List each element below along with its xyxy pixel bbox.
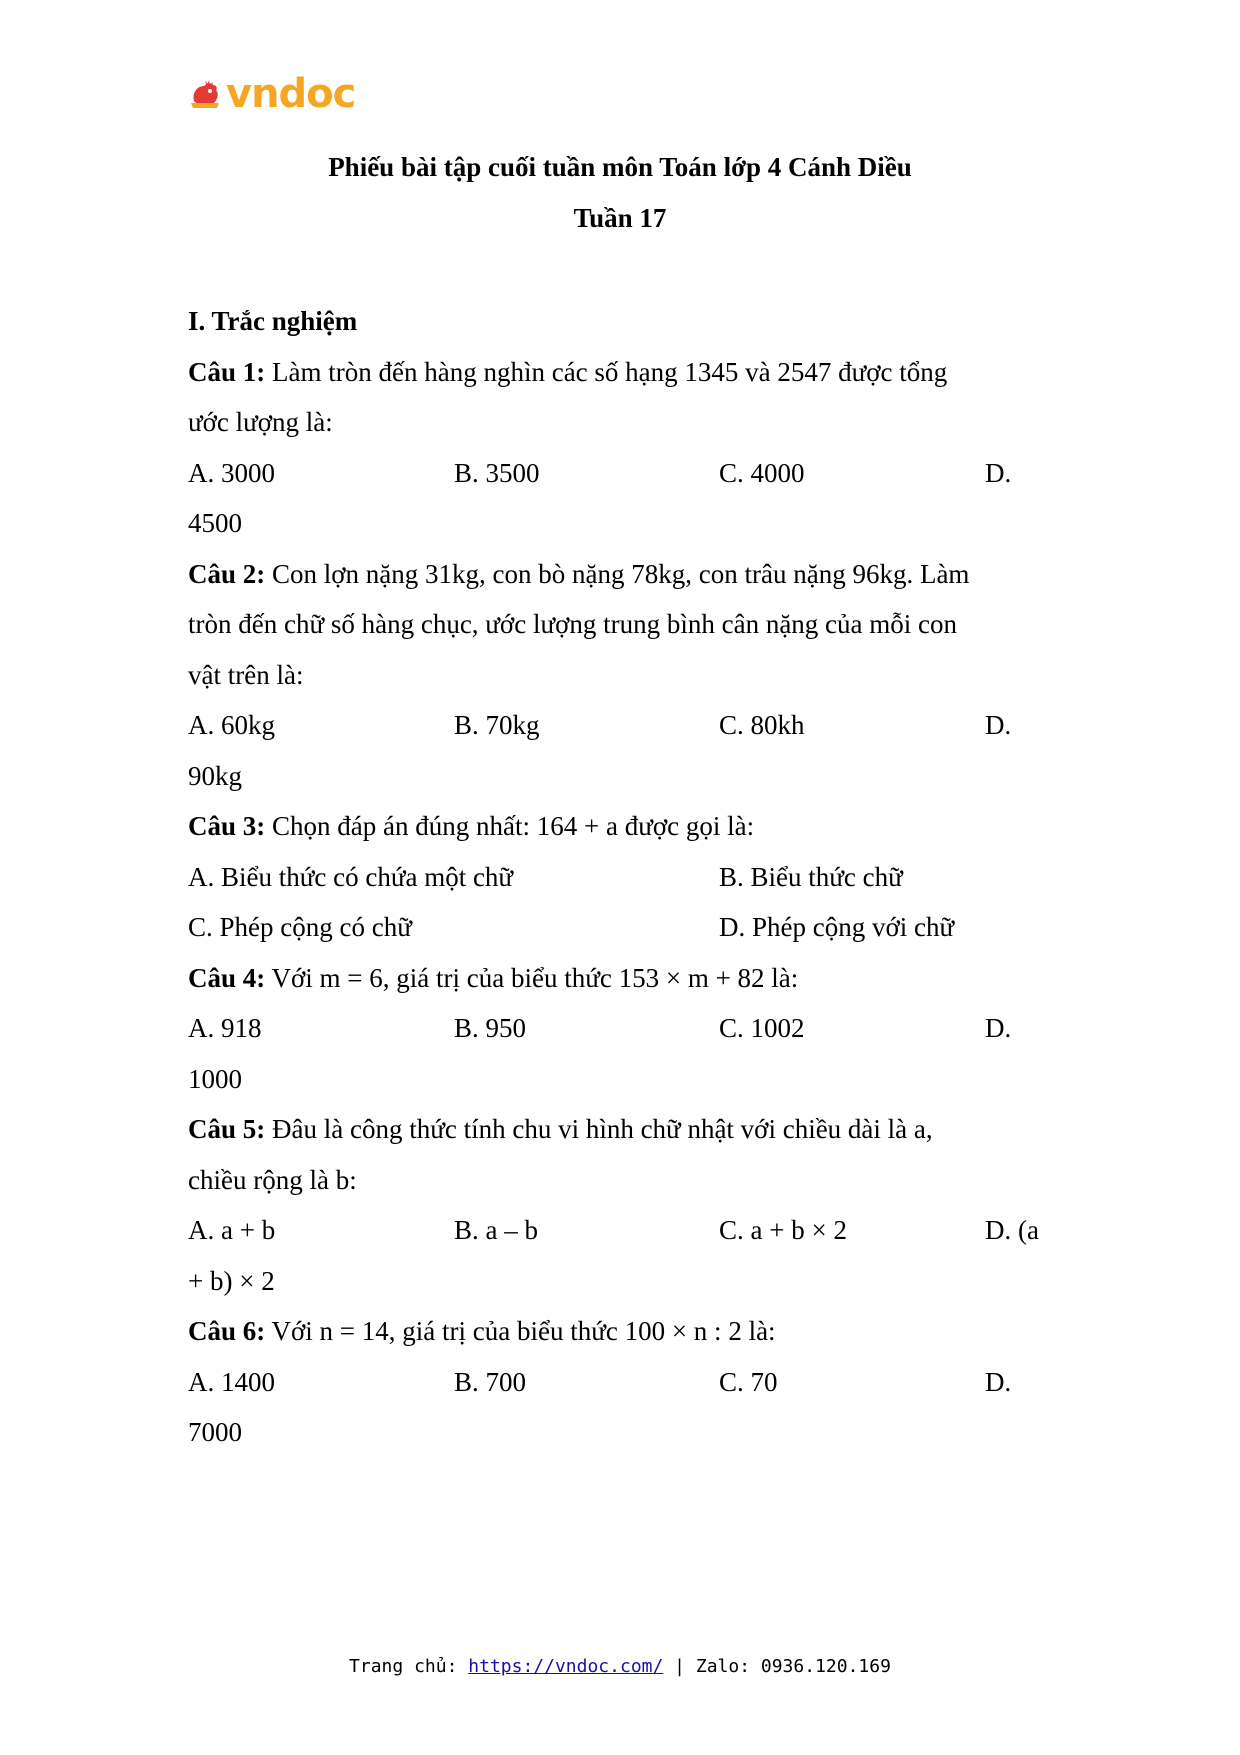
question-2-line-1 <box>188 549 1068 600</box>
question-label: Câu 6: <box>188 1316 266 1346</box>
option-d-continuation: + b) × 2 <box>188 1265 275 1296</box>
page-footer <box>0 1656 1240 1677</box>
option-d-continuation: 7000 <box>188 1417 242 1447</box>
question-3-options-row-2 <box>188 902 1068 953</box>
option-a[interactable]: A. Biểu thức có chứa một chữ <box>188 861 514 892</box>
option-d[interactable]: D. <box>985 457 1012 488</box>
option-c[interactable]: C. 80kh <box>719 710 805 740</box>
question-5-line-2: chiều rộng là b: <box>188 1164 357 1195</box>
footer-prefix: Trang chủ: <box>349 1656 469 1677</box>
option-b[interactable]: B. a – b <box>454 1215 538 1245</box>
option-b[interactable]: B. Biểu thức chữ <box>719 861 903 892</box>
option-d-continuation: 90kg <box>188 760 242 791</box>
option-c[interactable]: C. a + b × 2 <box>719 1215 847 1245</box>
option-a[interactable]: A. 60kg <box>188 710 275 740</box>
option-c[interactable]: C. 4000 <box>719 457 805 488</box>
rooster-icon <box>188 77 222 111</box>
question-3-options-row-1 <box>188 852 1068 903</box>
option-b[interactable]: B. 950 <box>454 1013 527 1043</box>
question-text: Với n = 14, giá trị của biểu thức 100 × n : 2 là: <box>265 1316 776 1346</box>
question-label: Câu 4: <box>188 962 266 993</box>
question-2-line-3: vật trên là: <box>188 659 304 690</box>
section-heading: I. Trắc nghiệm <box>188 306 358 336</box>
logo-text: vndoc <box>226 71 356 117</box>
homepage-link[interactable]: https://vndoc.com/ <box>468 1656 664 1677</box>
question-6-line-1 <box>188 1306 1068 1357</box>
option-c[interactable]: C. 70 <box>719 1366 778 1397</box>
question-4-line-1 <box>188 953 1068 1004</box>
question-5-line-1 <box>188 1104 1068 1155</box>
question-6-options <box>188 1357 1068 1408</box>
option-a[interactable]: A. 1400 <box>188 1366 275 1397</box>
option-b[interactable]: B. 70kg <box>454 710 540 740</box>
question-label: Câu 5: <box>188 1114 266 1144</box>
question-1-line-1 <box>188 347 1068 398</box>
page-title: Phiếu bài tập cuối tuần môn Toán lớp 4 Cánh Diều <box>328 152 912 182</box>
page-subtitle: Tuần 17 <box>573 203 667 233</box>
option-a[interactable]: A. 3000 <box>188 457 275 488</box>
main-content <box>188 296 1068 1458</box>
option-d-continuation: 4500 <box>188 508 242 538</box>
question-1-line-2: ước lượng là: <box>188 407 333 437</box>
question-2-line-2: tròn đến chữ số hàng chục, ước lượng trung bình cân nặng của mỗi con <box>188 609 958 639</box>
option-b[interactable]: B. 3500 <box>454 457 540 488</box>
question-text: Chọn đáp án đúng nhất: 164 + a được gọi là: <box>265 811 755 841</box>
question-text: Con lợn nặng 31kg, con bò nặng 78kg, con trâu nặng 96kg. Làm <box>265 558 970 589</box>
option-d[interactable]: D. (a <box>985 1215 1039 1245</box>
question-text: Với m = 6, giá trị của biểu thức 153 × m + 82 là: <box>265 962 799 993</box>
option-d[interactable]: D. <box>985 1366 1012 1397</box>
question-4-options <box>188 1003 1068 1054</box>
vndoc-logo[interactable] <box>188 71 356 117</box>
question-3-line-1 <box>188 801 1068 852</box>
option-a[interactable]: A. a + b <box>188 1215 276 1245</box>
option-d[interactable]: D. Phép cộng với chữ <box>719 912 955 942</box>
option-d-continuation: 1000 <box>188 1063 242 1094</box>
zalo-contact: Zalo: 0936.120.169 <box>695 1656 891 1677</box>
question-label: Câu 1: <box>188 356 266 387</box>
question-2-options <box>188 700 1068 751</box>
question-label: Câu 3: <box>188 811 266 841</box>
question-text: Đâu là công thức tính chu vi hình chữ nhật với chiều dài là a, <box>265 1114 933 1144</box>
footer-separator: | <box>663 1656 696 1677</box>
option-a[interactable]: A. 918 <box>188 1013 262 1043</box>
question-label: Câu 2: <box>188 558 266 589</box>
question-1-options <box>188 448 1068 499</box>
option-b[interactable]: B. 700 <box>454 1366 527 1397</box>
option-c[interactable]: C. 1002 <box>719 1013 805 1043</box>
question-text: Làm tròn đến hàng nghìn các số hạng 1345 và 2547 được tổng <box>265 356 948 387</box>
option-c[interactable]: C. Phép cộng có chữ <box>188 912 412 942</box>
question-5-options <box>188 1205 1068 1256</box>
option-d[interactable]: D. <box>985 1013 1012 1043</box>
option-d[interactable]: D. <box>985 710 1012 740</box>
